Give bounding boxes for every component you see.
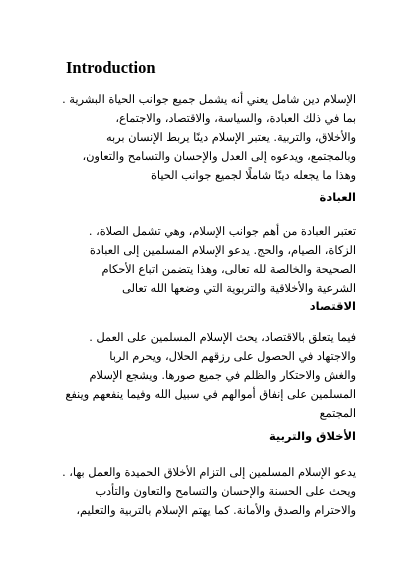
text-line: تعتبر العبادة من أهم جوانب الإسلام، وهي تشمل الصلاة، .	[88, 225, 356, 238]
introduction-heading: Introduction	[66, 58, 156, 77]
text-line: فيما يتعلق بالاقتصاد، يحث الإسلام المسلمين على العمل .	[89, 331, 356, 344]
worship-paragraph	[60, 222, 356, 298]
text-line: الشرعية والأخلاقية والتربوية التي وضعها الله تعالى	[122, 282, 356, 295]
text-line: المجتمع	[319, 407, 356, 420]
text-line: والاحترام والصدق والأمانة. كما يهتم الإسلام بالتربية والتعليم،	[76, 504, 356, 517]
introduction-paragraph	[60, 90, 356, 185]
economy-paragraph	[60, 328, 356, 423]
text-line: والأخلاق، والتربية. يعتبر الإسلام دينًا يربط الإنسان بربه	[105, 131, 356, 144]
text-line: والاجتهاد في الحصول على رزقهم الحلال، ويحرم الربا	[109, 350, 356, 363]
text-line: وهذا ما يجعله دينًا شاملًا لجميع جوانب الحياة	[150, 169, 356, 182]
ethics-heading: الأخلاق والتربية	[268, 429, 356, 443]
text-line: الزكاة، الصيام، والحج. يدعو الإسلام المسلمين إلى العبادة	[89, 244, 356, 257]
text-line: الإسلام دين شامل يعني أنه يشمل جميع جوانب الحياة البشرية .	[62, 93, 356, 106]
ethics-paragraph	[60, 463, 356, 520]
text-line: الصحيحة والخالصة لله تعالى، وهذا يتضمن اتباع الأحكام	[101, 263, 356, 276]
text-line: المسلمين على إنفاق أموالهم في سبيل الله وفيما ينفعهم وينفع	[65, 388, 356, 401]
text-line: وبالمجتمع، ويدعوه إلى العدل والإحسان والتسامح والتعاون،	[82, 150, 356, 163]
text-line: والغش والاحتكار والظلم في جميع صورها. ويشجع الإسلام	[89, 369, 356, 382]
worship-heading: العبادة	[319, 190, 356, 204]
economy-heading: الاقتصاد	[309, 299, 356, 313]
text-line: ويحث على الحسنة والإحسان والتسامح والتعاون والتأدب	[95, 485, 356, 498]
text-line: يدعو الإسلام المسلمين إلى التزام الأخلاق الحميدة والعمل بها، .	[62, 466, 356, 479]
text-line: بما في ذلك العبادة، والسياسة، والاقتصاد، والاجتماع،	[115, 112, 356, 125]
